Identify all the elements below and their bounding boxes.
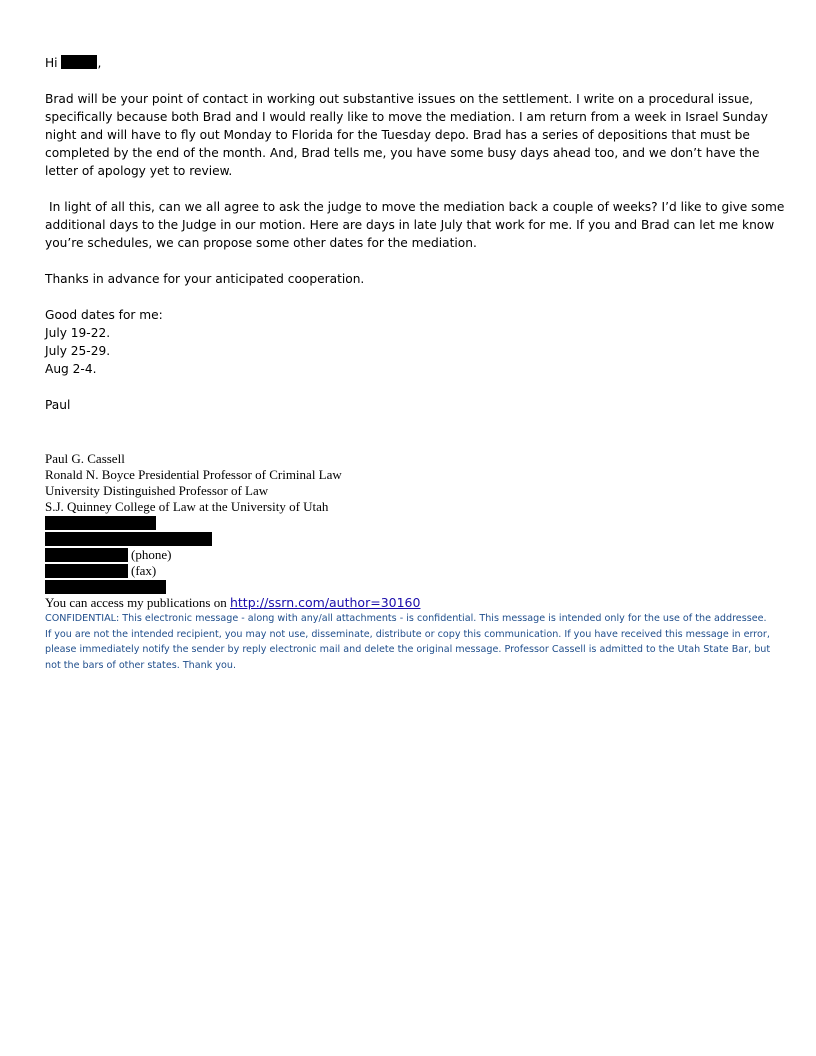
redaction-bar [45, 516, 156, 530]
good-dates-block [45, 306, 785, 378]
dates-heading: Good dates for me: [45, 308, 163, 322]
date-item: July 19-22. [45, 326, 111, 340]
confidentiality-notice: CONFIDENTIAL: This electronic message - along with any/all attachments - is confidential. This message is intended only for the use of the addressee. If you are not the intended recipient, you may not use, disseminate, distribute or copy this communication. If you have received this message in error, please immediately notify the sender by reply electronic mail and delete the original message. Professor Cassell is admitted to the Utah State Bar, but not the bars of other states. Thank you. [45, 613, 771, 671]
signature-block [45, 451, 785, 611]
email-greeting [45, 54, 785, 72]
greeting-suffix: , [97, 56, 102, 70]
signature-phone-line [45, 547, 785, 563]
greeting-prefix: Hi [45, 56, 58, 70]
date-item: July 25-29. [45, 344, 111, 358]
signature-fax-line [45, 563, 785, 579]
signature-title-3: S.J. Quinney College of Law at the University of Utah [45, 499, 329, 514]
signature-name: Paul G. Cassell [45, 451, 125, 466]
redaction-bar [45, 580, 166, 594]
fax-label: (fax) [131, 563, 157, 578]
publications-link[interactable]: http://ssrn.com/author=30160 [229, 595, 421, 610]
paragraph-2-text: In light of all this, can we all agree to ask the judge to move the mediation back a couple of weeks? I’d like to give some additional days to the Judge in our motion. Here are days in late July that work for me. If you and Brad can let me know you’re schedules, we can propose some other dates for the mediation. [45, 200, 785, 250]
signature-title-2: University Distinguished Professor of Law [45, 483, 269, 498]
redacted-address-line-2 [45, 531, 785, 547]
paragraph-3-text: Thanks in advance for your anticipated cooperation. [45, 272, 365, 286]
redaction-bar [45, 532, 212, 546]
redaction-bar [45, 548, 128, 562]
paragraph-1-text: Brad will be your point of contact in working out substantive issues on the settlement. I write on a procedural issue, specifically because both Brad and I would really like to move the mediation. I am return from a week in Israel Sunday night and will have to fly out Monday to Florida for the Tuesday depo. Brad has a series of depositions that must be completed by the end of the month. And, Brad tells me, you have some busy days ahead too, and we don’t have the letter of apology yet to review. [45, 92, 769, 178]
redacted-recipient-name [61, 55, 97, 69]
redacted-email-line [45, 579, 785, 595]
date-item: Aug 2-4. [45, 362, 97, 376]
redaction-bar [45, 564, 128, 578]
email-paragraph-3 [45, 270, 785, 288]
email-paragraph-1 [45, 90, 785, 180]
closing-name: Paul [45, 398, 71, 412]
signature-title-1: Ronald N. Boyce Presidential Professor of Criminal Law [45, 467, 342, 482]
publications-line [45, 595, 785, 611]
redacted-address-line-1 [45, 515, 785, 531]
phone-label: (phone) [131, 547, 172, 562]
email-paragraph-2 [45, 198, 785, 252]
email-closing [45, 396, 785, 414]
publications-prefix: You can access my publications on [45, 595, 227, 610]
